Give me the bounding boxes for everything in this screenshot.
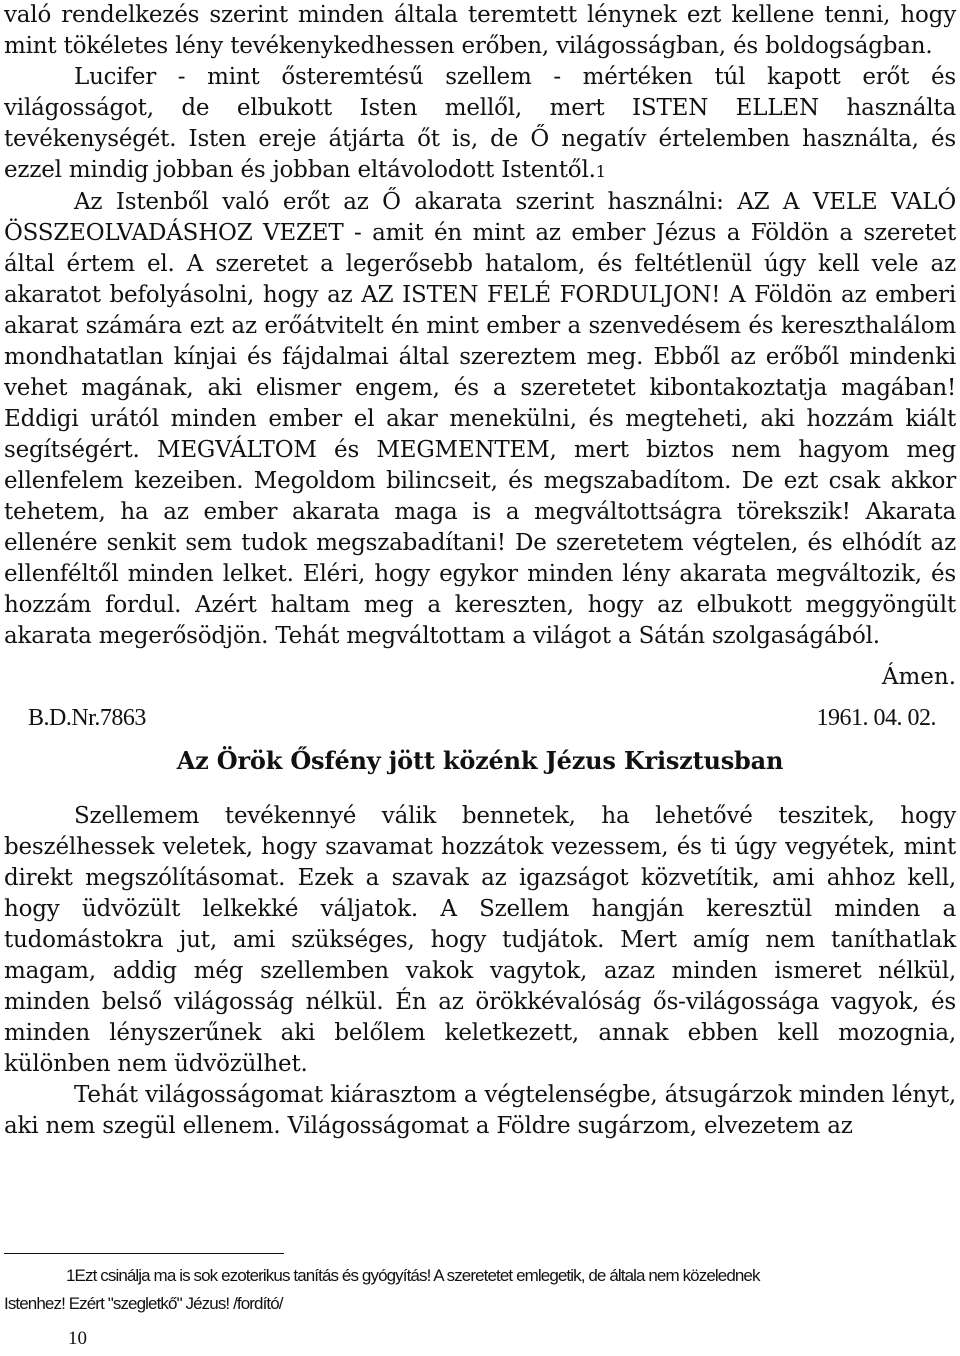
message-meta bbox=[28, 705, 936, 732]
page-number: 10 bbox=[68, 1328, 87, 1349]
footnote-line-1: 1Ezt csinálja ma is sok ezoterikus tanítás és gyógyítás! A szeretetet emlegetik, de általa nem közelednek bbox=[66, 1266, 760, 1285]
footnote-line-2: Istenhez! Ezért "szegletkő" Jézus! /fordító/ bbox=[4, 1294, 283, 1313]
paragraph-light: Tehát világosságomat kiárasztom a végtelenségbe, átsugárzok minden lényt, aki nem szegül ellenem. Világosságomat a Földre sugárzom, elvezetem az bbox=[4, 1082, 956, 1139]
amen-closing: Ámen. bbox=[881, 664, 956, 690]
message-date: 1961. 04. 02. bbox=[816, 705, 936, 731]
footnote-reference[interactable]: 1 bbox=[595, 162, 606, 181]
paragraph-continuation: való rendelkezés szerint minden általa teremtett lénynek ezt kellene tenni, hogy mint tökéletes lény tevékenykedhessen erőben, világosságban, és boldogságban. bbox=[4, 2, 956, 59]
paragraph-lucifer bbox=[4, 62, 956, 187]
message-title: Az Örök Ősfény jött közénk Jézus Krisztusban bbox=[176, 746, 784, 775]
paragraph-lucifer-text: Lucifer - mint ősteremtésű szellem - mértéken túl kapott erőt és világosságot, de elbukott Isten mellől, mert ISTEN ELLEN használta tevékenységét. Isten ereje átjárta őt is, de Ő negatív értelemben használta, és ezzel mindig jobban és jobban eltávolodott Istentől. bbox=[4, 64, 956, 183]
document-page bbox=[4, 0, 956, 1142]
message-number: B.D.Nr.7863 bbox=[28, 705, 146, 731]
footnote bbox=[4, 1262, 956, 1318]
paragraph-will: Az Istenből való erőt az Ő akarata szerint használni: AZ A VELE VALÓ ÖSSZEOLVADÁSHOZ VEZET - amit én mint az ember Jézus a Földön a szeretet által értem el. A szeretet a legerősebb hatalom, és feltétlenül úgy kell vele az akaratot befolyásolni, hogy az AZ ISTEN FELÉ FORDULJON! A Földön az emberi akarat számára ezt az erőátvitelt én mint ember a szenvedésem és kereszthalálom mondhatatlan kínjai és fájdalmai által szereztem meg. Ebből az erőből mindenki vehet magának, aki elismer engem, és a szeretetet kibontakoztatja magában! Eddigi urától minden ember el akar menekülni, és megteheti, aki hozzám kiált segítségért. MEGVÁLTOM és MEGMENTEM, mert biztos nem hagyom meg ellenfelem kezeiben. Megoldom bilincseit, és megszabadítom. De ezt csak akkor tehetem, ha az ember akarata maga is a megváltottságra törekszik! Akarata ellenére senkit sem tudok megszabadítani! De szeretetem végtelen, és elhódít az ellenféltől minden lelket. Eléri, hogy egykor minden lény akarata megváltozik, és hozzám fordul. Azért haltam meg a kereszten, hogy az elbukott meggyöngült akarata megerősödjön. Tehát megváltottam a világot a Sátán szolgaságából. bbox=[4, 189, 956, 649]
footnote-divider bbox=[4, 1253, 284, 1254]
paragraph-spirit: Szellemem tevékennyé válik bennetek, ha lehetővé teszitek, hogy beszélhessek veletek, hogy szavamat hozzátok vezessem, és ti úgy vegyétek, mint direkt megszólításomat. Ezek a szavak az igazságot közvetítik, ami ahhoz kell, hogy üdvözült lelkekké váljatok. A Szellem hangján keresztül minden a tudomástokra jut, ami szükséges, hogy tudjátok. Mert amíg nem taníthatlak magam, addig még szellemben vakok vagytok, azaz minden ismeret nélkül, minden belső világosság nélkül. Én az örökkévalóság ős-világossága vagyok, és minden lényszerűnek aki belőlem keletkezett, annak ebben kell mozognia, különben nem üdvözülhet. bbox=[4, 803, 956, 1077]
